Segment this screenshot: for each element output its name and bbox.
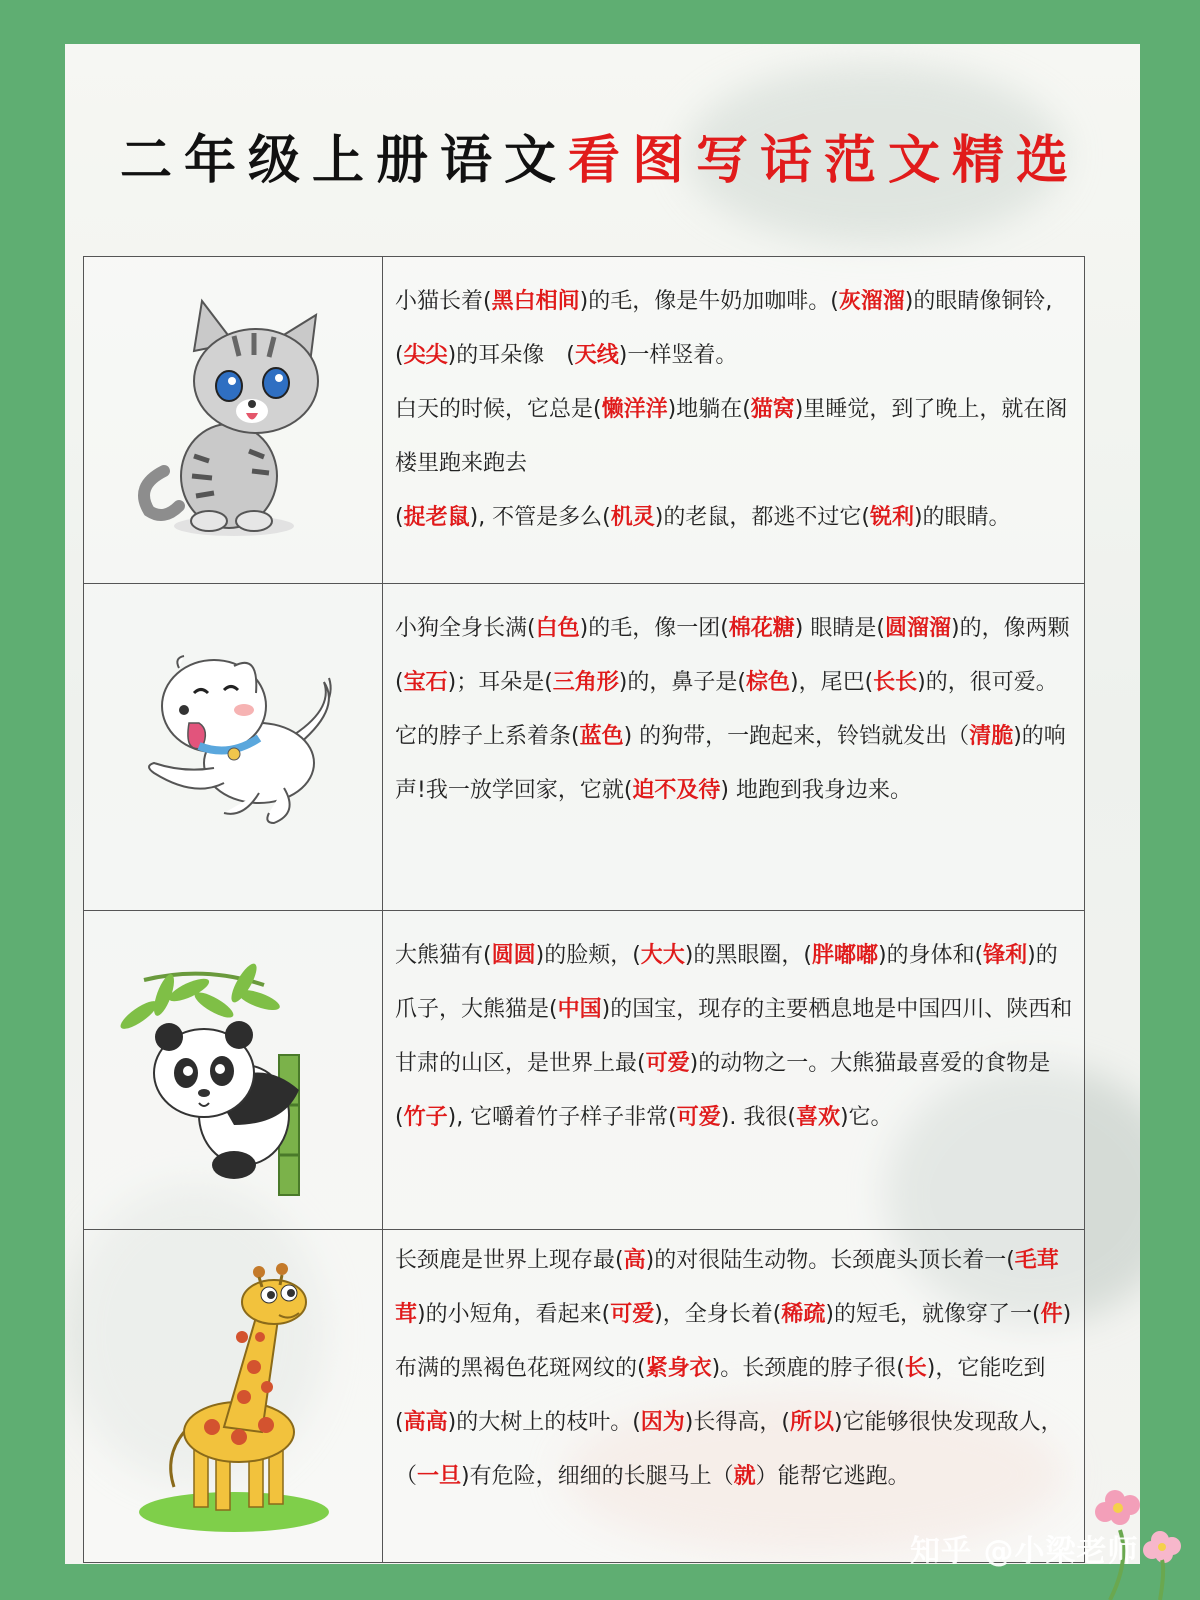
- essay-text: )一样竖着。: [618, 343, 738, 368]
- essay-text: )的黑眼圈，(: [684, 943, 812, 968]
- essay-paragraph: [395, 1234, 1074, 1504]
- highlight-word: 圆溜溜: [884, 616, 951, 641]
- essay-text: )它能够很快发现敌人，（: [395, 1410, 1063, 1489]
- essay-text: 小狗全身长满(: [395, 616, 536, 641]
- highlight-word: 因为: [640, 1410, 685, 1435]
- essay-text: )的毛，像是牛奶加咖啡。(: [579, 289, 839, 314]
- essay-text: )的，很可爱。它的脖子上系着条(: [395, 670, 1058, 749]
- essay-paragraph: [395, 383, 1074, 491]
- essay-text: (: [395, 505, 404, 530]
- highlight-word: 三角形: [552, 670, 619, 695]
- highlight-word: 中国: [557, 997, 602, 1022]
- highlight-word: 可爱: [610, 1302, 655, 1327]
- essay-text: )的动物之一。大熊猫最喜爱的食物是(: [395, 1051, 1051, 1130]
- highlight-word: 可爱: [676, 1105, 721, 1130]
- essay-text: 小猫长着(: [395, 289, 492, 314]
- highlight-word: 蓝色: [579, 724, 624, 749]
- essay-text: )的国宝，现存的主要栖息地是中国四川、陕西和甘肃的山区，是世界上最(: [395, 997, 1073, 1076]
- highlight-word: 稀疏: [781, 1302, 826, 1327]
- table-row: [84, 584, 1085, 911]
- highlight-word: 圆圆: [491, 943, 536, 968]
- highlight-word: 长: [904, 1356, 927, 1381]
- highlight-word: 懒洋洋: [601, 397, 668, 422]
- dog-illustration: [84, 584, 382, 910]
- essay-text: ) 眼睛是(: [794, 616, 885, 641]
- page-title: [0, 118, 1200, 193]
- highlight-word: 锐利: [869, 505, 914, 530]
- essay-text: )，它能吃到(: [395, 1356, 1046, 1435]
- essay-text: )；耳朵是(: [447, 670, 553, 695]
- essay-text: ), 不管是多么(: [469, 505, 611, 530]
- highlight-word: 胖嘟嘟: [811, 943, 878, 968]
- highlight-word: 件: [1040, 1302, 1063, 1327]
- essay-text: ). 我很(: [720, 1105, 796, 1130]
- highlight-word: 长长: [873, 670, 918, 695]
- essay-text: )长得高，(: [684, 1410, 790, 1435]
- giraffe-illustration: [84, 1230, 382, 1562]
- highlight-word: 宝石: [403, 670, 448, 695]
- highlight-word: 机灵: [610, 505, 655, 530]
- panda-illustration-cell: [84, 911, 383, 1230]
- highlight-word: 清脆: [969, 724, 1014, 749]
- essay-text: )的脸颊，(: [535, 943, 641, 968]
- essay-text: )的爪子，大熊猫是(: [395, 943, 1058, 1022]
- title-black: 二年级上册语文: [119, 130, 568, 191]
- cat-essay: [383, 257, 1085, 584]
- highlight-word: 棕色: [745, 670, 790, 695]
- essay-text: )的，鼻子是(: [618, 670, 746, 695]
- highlight-word: 可爱: [645, 1051, 690, 1076]
- highlight-word: 尖尖: [403, 343, 448, 368]
- essay-text: 白天的时候，它总是(: [395, 397, 602, 422]
- table-row: [84, 1230, 1085, 1563]
- highlight-word: 所以: [789, 1410, 834, 1435]
- cat-illustration: [84, 257, 382, 583]
- essay-text: )的大树上的枝叶。(: [447, 1410, 641, 1435]
- highlight-word: 一旦: [417, 1464, 462, 1489]
- essay-text: )的对很陆生动物。长颈鹿头顶长着一(: [645, 1248, 1015, 1273]
- highlight-word: 就: [733, 1464, 756, 1489]
- essay-text: )的身体和(: [877, 943, 984, 968]
- essay-text: )地躺在(: [667, 397, 751, 422]
- essay-paragraph: [395, 491, 1074, 545]
- essay-text: )里睡觉，到了晚上，就在阁楼里跑来跑去: [395, 397, 1068, 476]
- essay-text: ) 的狗带，一跑起来，铃铛就发出（: [623, 724, 970, 749]
- highlight-word: 喜欢: [795, 1105, 840, 1130]
- essay-paragraph: [395, 929, 1074, 1145]
- essay-text: )。长颈鹿的脖子很(: [711, 1356, 905, 1381]
- title-red: 看图写话范文精选: [568, 130, 1081, 191]
- dog-illustration-cell: [84, 584, 383, 911]
- giraffe-essay: [383, 1230, 1085, 1563]
- highlight-word: 毛茸茸: [395, 1248, 1059, 1327]
- essay-text: )的响声!我一放学回家，它就(: [395, 724, 1066, 803]
- highlight-word: 大大: [640, 943, 685, 968]
- panda-essay: [383, 911, 1085, 1230]
- highlight-word: 高高: [403, 1410, 448, 1435]
- essay-text: )的耳朵像 (: [447, 343, 575, 368]
- highlight-word: 白色: [535, 616, 580, 641]
- highlight-word: 捉老鼠: [403, 505, 470, 530]
- highlight-word: 黑白相间: [491, 289, 580, 314]
- highlight-word: 棉花糖: [728, 616, 795, 641]
- highlight-word: 猫窝: [750, 397, 795, 422]
- essay-text: )它。: [839, 1105, 893, 1130]
- watermark: 知乎 @小梁老师: [910, 1534, 1139, 1569]
- essay-text: )，尾巴(: [789, 670, 874, 695]
- essay-paragraph: [395, 602, 1074, 818]
- highlight-word: 高: [623, 1248, 646, 1273]
- table-row: [84, 911, 1085, 1230]
- essay-text: 大熊猫有(: [395, 943, 492, 968]
- table-row: [84, 257, 1085, 584]
- essay-text: ) 地跑到我身边来。: [720, 778, 912, 803]
- dog-essay: [383, 584, 1085, 911]
- panda-illustration: [84, 911, 382, 1229]
- essay-text: )的，像两颗(: [395, 616, 1070, 695]
- essay-table: [83, 256, 1085, 1563]
- essay-paragraph: [395, 275, 1074, 383]
- essay-text: )的眼睛。: [913, 505, 1011, 530]
- highlight-word: 锋利: [983, 943, 1028, 968]
- cat-illustration-cell: [84, 257, 383, 584]
- essay-text: )的老鼠，都逃不过它(: [654, 505, 870, 530]
- highlight-word: 灰溜溜: [838, 289, 905, 314]
- highlight-word: 竹子: [403, 1105, 448, 1130]
- essay-text: )的小短角，看起来(: [417, 1302, 611, 1327]
- essay-text: )布满的黑褐色花斑网纹的(: [395, 1302, 1072, 1381]
- giraffe-illustration-cell: [84, 1230, 383, 1563]
- highlight-word: 迫不及待: [632, 778, 721, 803]
- essay-text: )的短毛，就像穿了一(: [825, 1302, 1041, 1327]
- highlight-word: 紧身衣: [645, 1356, 712, 1381]
- essay-text: )，全身长着(: [654, 1302, 782, 1327]
- essay-text: ), 它嚼着竹子样子非常(: [447, 1105, 677, 1130]
- essay-text: )有危险，细细的长腿马上（: [461, 1464, 734, 1489]
- essay-text: ）能帮它逃跑。: [755, 1464, 910, 1489]
- essay-text: )的毛，像一团(: [579, 616, 729, 641]
- essay-text: 长颈鹿是世界上现存最(: [395, 1248, 624, 1273]
- highlight-word: 天线: [574, 343, 619, 368]
- essay-text: )的眼睛像铜铃,(: [395, 289, 1053, 368]
